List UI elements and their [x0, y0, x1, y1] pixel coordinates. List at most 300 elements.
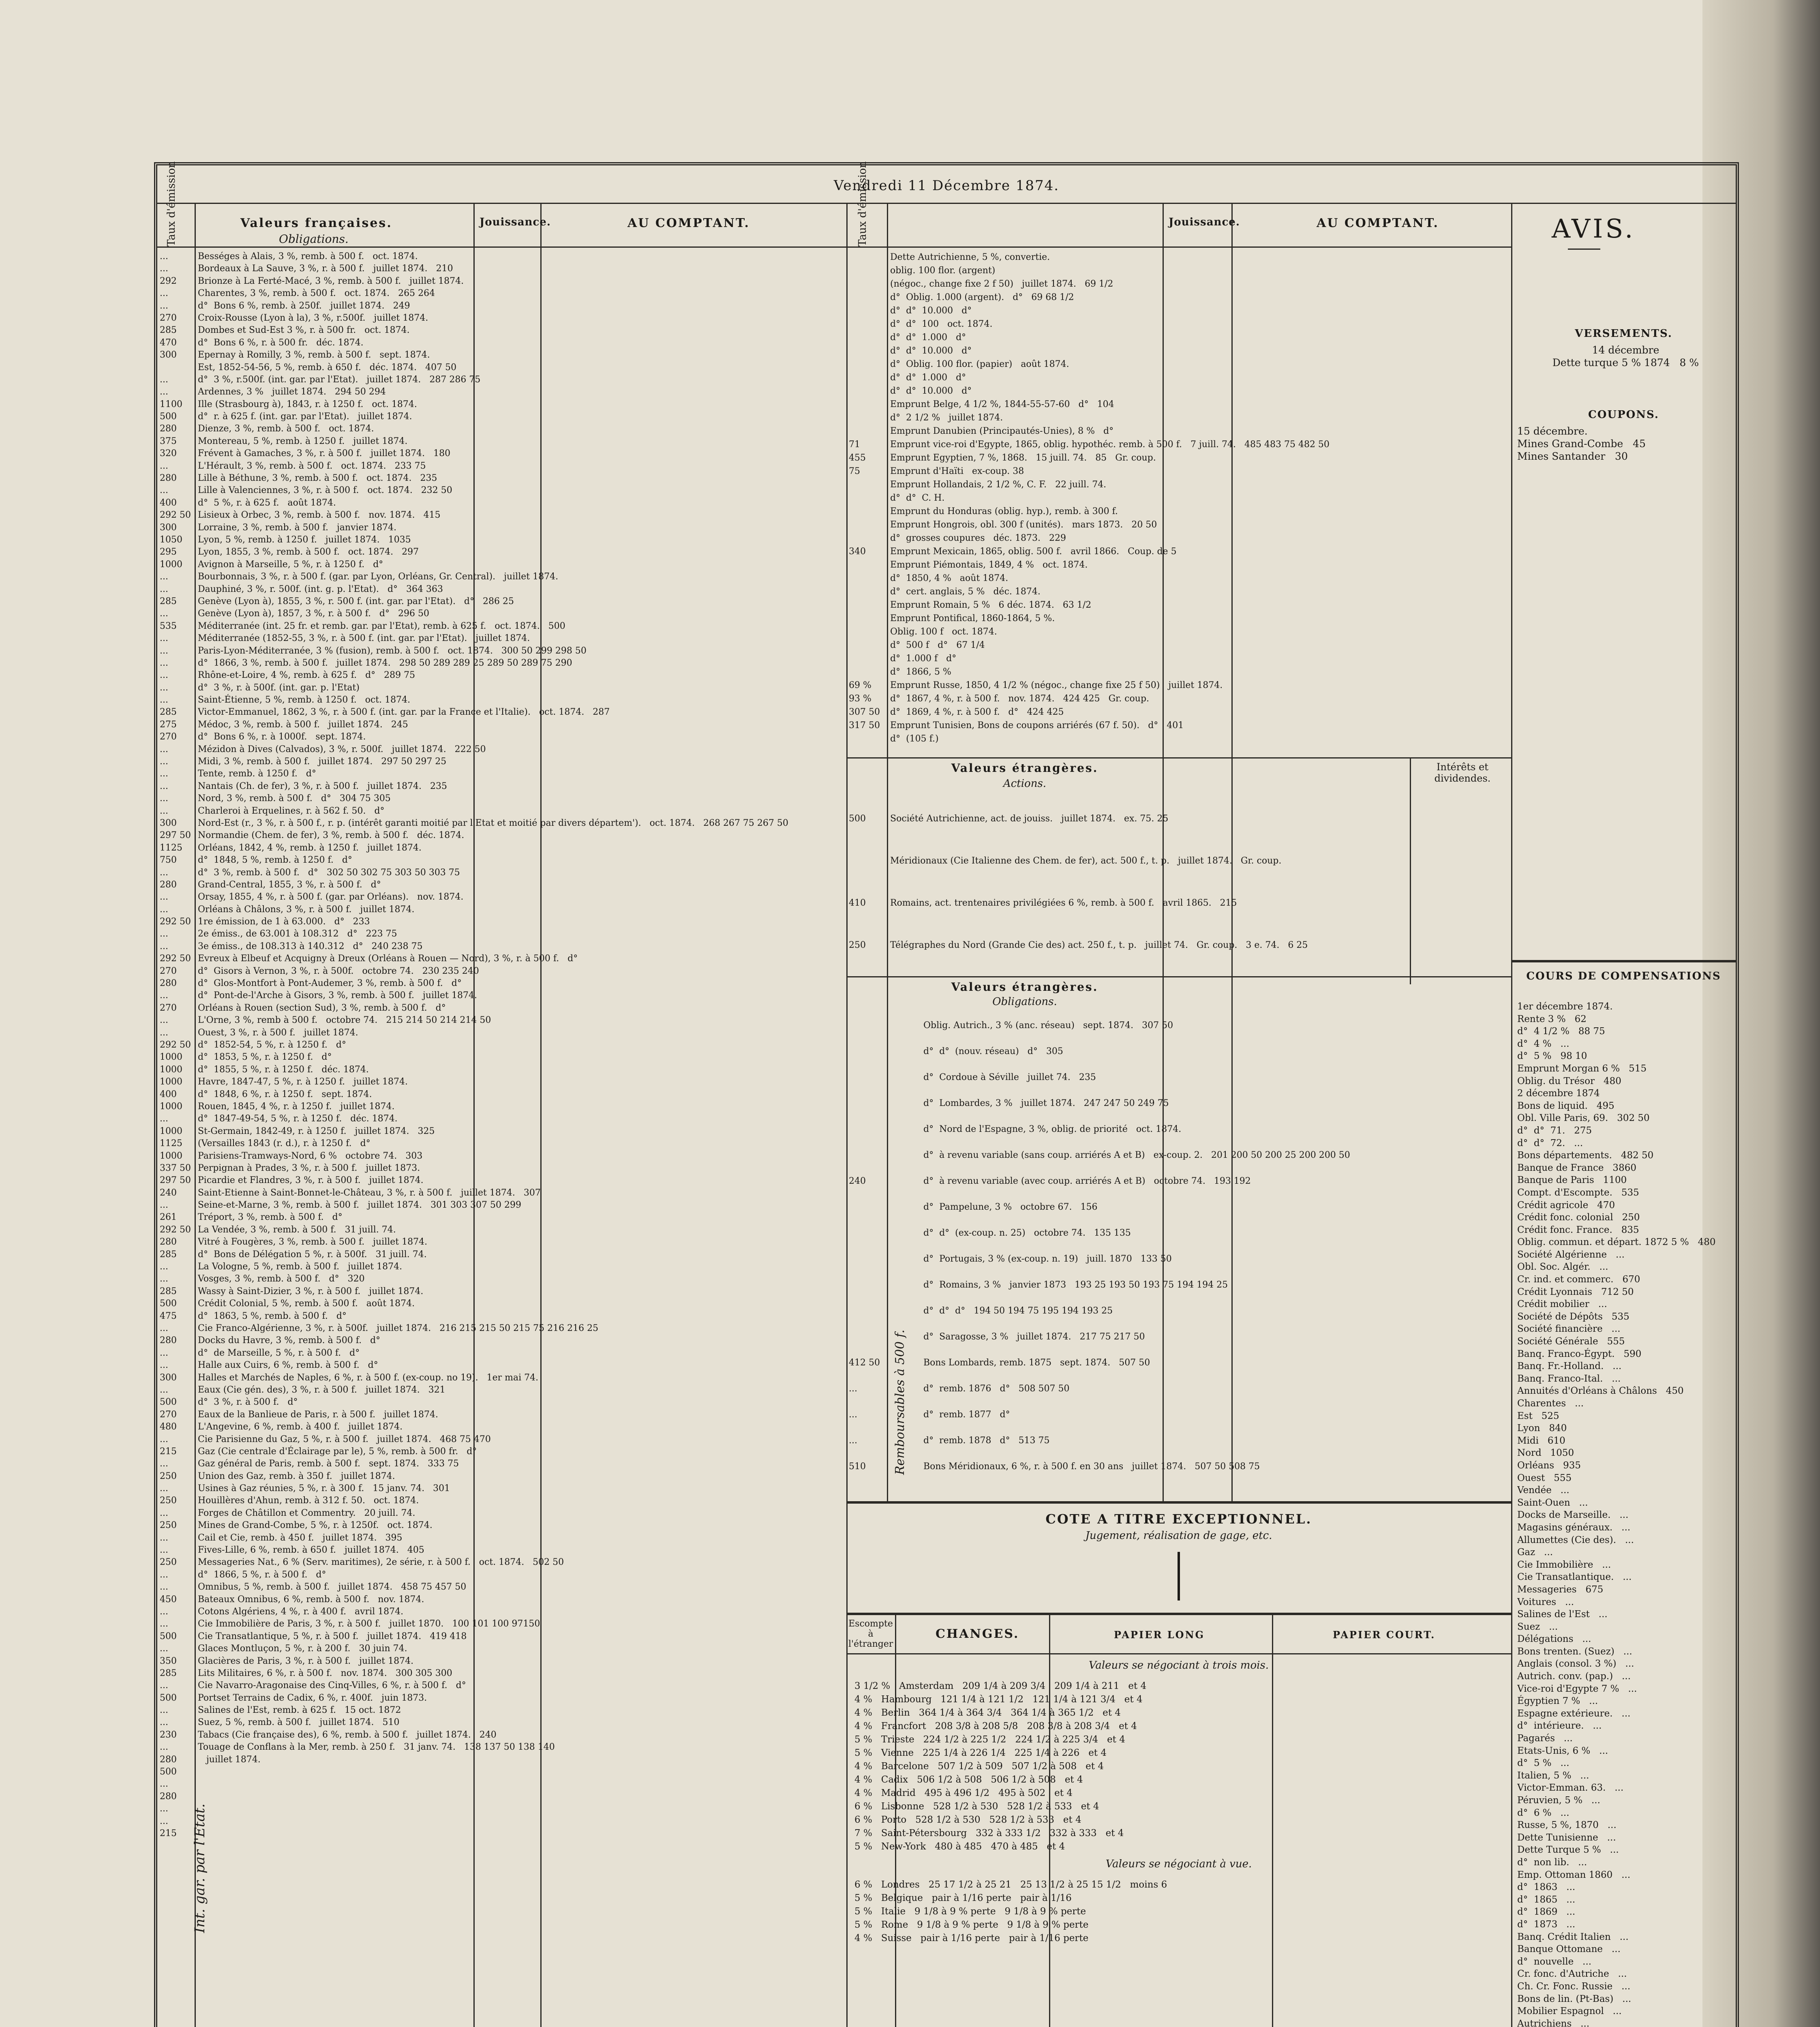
table-row: 4 % Suisse pair à 1/16 perte pair à 1/16 perte	[854, 1933, 1089, 1943]
list-item: Emprunt Mexicain, 1865, oblig. 500 f. avril 1866. Coup. de 5	[890, 546, 1177, 557]
taux-cell: ...	[160, 1779, 168, 1789]
list-item: d° Cordoue à Séville juillet 74. 235	[923, 1072, 1096, 1082]
taux-cell	[849, 505, 885, 518]
list-item: Bons trenten. (Suez) ...	[1517, 1646, 1632, 1657]
list-item: Dauphiné, 3 %, r. 500f. (int. g. p. l'Etat). d° 364 363	[198, 584, 443, 594]
avis-title: AVIS.	[1552, 214, 1636, 244]
taux-cell: 285	[160, 1286, 177, 1296]
list-item: Emprunt du Honduras (oblig. hyp.), remb. à 300 f.	[890, 506, 1118, 516]
list-item: Emprunt Danubien (Principautés-Unies), 8 % d°	[890, 426, 1114, 436]
list-item: d° d° 72. ...	[1517, 1138, 1583, 1148]
taux-cell: ...	[160, 695, 168, 705]
list-item: Charentes, 3 %, remb. à 500 f. oct. 1874. 265 264	[198, 288, 435, 299]
list-item: d° Gisors à Vernon, 3 %, r. à 500f. octobre 74. 230 235 240	[198, 966, 479, 976]
taux-cell: 535	[160, 621, 177, 631]
list-item: Eaux (Cie gén. des), 3 %, r. à 500 f. juillet 1874. 321	[198, 1384, 445, 1395]
coupons-list	[1517, 425, 1734, 463]
list-item: Cie Parisienne du Gaz, 5 %, r. à 500 f. juillet 1874. 468 75 470	[198, 1434, 491, 1444]
list-item: Ouest, 3 %, r. à 500 f. juillet 1874.	[198, 1027, 358, 1038]
taux-cell: 1125	[160, 842, 182, 853]
list-item: Banque de Paris 1100	[1517, 1175, 1627, 1186]
taux-cell: 297 50	[160, 1175, 191, 1186]
list-item: d° 1855, 5 %, r. à 1250 f. déc. 1874.	[198, 1064, 369, 1075]
list-item: Société financière ...	[1517, 1324, 1621, 1335]
list-item: Cie Immobilière de Paris, 3 %, r. à 500 f. juillet 1870. 100 101 100 97150	[198, 1619, 540, 1629]
taux-cell	[849, 251, 885, 264]
list-item: d° 6 % ...	[1517, 1807, 1569, 1818]
taux-cell: 300	[160, 350, 177, 360]
list-item: Bességes à Alais, 3 %, remb. à 500 f. oct. 1874.	[198, 251, 418, 261]
taux-cell: 450	[160, 1594, 177, 1605]
taux-cell: ...	[160, 670, 168, 681]
col-papier-long-header: PAPIER LONG	[1114, 1629, 1205, 1641]
list-item: Eaux de la Banlieue de Paris, r. à 500 f. juillet 1874.	[198, 1409, 439, 1420]
list-item: d° Pont-de-l'Arche à Gisors, 3 %, remb. à 500 f. juillet 1874.	[198, 990, 477, 1001]
list-item: Magasins généraux. ...	[1517, 1522, 1631, 1533]
taux-cell: 455	[849, 453, 866, 463]
taux-cell: ...	[160, 1606, 168, 1617]
rule	[846, 757, 1511, 759]
list-item: Crédit mobilier ...	[1517, 1299, 1607, 1310]
table-row: 5 % Trieste 224 1/2 à 225 1/2 224 1/2 à 225 3/4 et 4	[854, 1734, 1125, 1745]
list-item: Lorraine, 3 %, remb. à 500 f. janvier 1874.	[198, 522, 397, 533]
taux-cell	[849, 291, 885, 304]
list-item: d° 1853, 5 %, r. à 1250 f. d°	[198, 1052, 332, 1063]
section-valeurs-etrangeres: Valeurs étrangères.	[951, 761, 1098, 775]
taux-cell: 280	[160, 879, 177, 890]
list-item: d° Bons de Délégation 5 %, r. à 500f. 31 juill. 74.	[198, 1249, 427, 1260]
list-item: Cail et Cie, remb. à 450 f. juillet 1874. 395	[198, 1532, 403, 1543]
list-item: Gaz (Cie centrale d'Éclairage par le), 5 %, remb. à 500 fr. d°	[198, 1446, 477, 1457]
taux-cell: 1000	[160, 1126, 182, 1136]
list-item: d° 1867, 4 %, r. à 500 f. nov. 1874. 424 425 Gr. coup.	[890, 694, 1150, 704]
list-item: Cie Transatlantique. ...	[1517, 1572, 1632, 1583]
taux-cell	[849, 840, 885, 882]
list-item: 15 décembre.	[1517, 425, 1588, 437]
table-row: 5 % Belgique pair à 1/16 perte pair à 1/16	[854, 1893, 1072, 1903]
taux-cell: 480	[160, 1422, 177, 1432]
list-item: Victor-Emmanuel, 1862, 3 %, r. à 500 f. (int. gar. par la France et l'Italie). oct. 1874. 287	[198, 707, 610, 718]
list-item: d° Oblig. 100 flor. (papier) août 1874.	[890, 359, 1069, 369]
rule	[846, 204, 848, 2027]
taux-cell	[849, 1272, 885, 1298]
col-taux-header: Taux d'émission	[165, 161, 178, 246]
list-item: Charentes ...	[1517, 1398, 1584, 1409]
list-item: Bons Méridionaux, 6 %, r. à 500 f. en 30 ans juillet 1874. 507 50 508 75	[923, 1461, 1260, 1472]
list-item: Cotons Algériens, 4 %, r. à 400 f. avril 1874.	[198, 1606, 404, 1617]
list-item: d° Romains, 3 % janvier 1873 193 25 193 50 193 75 194 194 25	[923, 1280, 1228, 1290]
list-item: Rente 3 % 62	[1517, 1014, 1587, 1024]
taux-cell: 280	[160, 978, 177, 989]
taux-cell: ...	[160, 288, 168, 299]
taux-cell: 500	[160, 1397, 177, 1408]
list-item: d° r. à 625 f. (int. gar. par l'Etat). juillet 1874.	[198, 411, 412, 422]
taux-cell: ...	[160, 1348, 168, 1358]
list-item: d° 1869, 4 %, r. à 500 f. d° 424 425	[890, 707, 1064, 717]
taux-cell: ...	[160, 1459, 168, 1469]
list-item: Autrichiens ...	[1517, 2018, 1590, 2027]
table-row: 5 % Rome 9 1/8 à 9 % perte 9 1/8 à 9 % perte	[854, 1920, 1089, 1930]
rule	[846, 1501, 1511, 1504]
list-item: d° d° 71. 275	[1517, 1125, 1592, 1136]
list-item: 1er décembre 1874.	[1517, 1001, 1613, 1012]
list-item: Lille à Valenciennes, 3 %, r. à 500 f. oct. 1874. 232 50	[198, 485, 452, 496]
taux-cell: 285	[160, 325, 177, 336]
list-item: Crédit agricole 470	[1517, 1200, 1615, 1211]
taux-cell: 75	[849, 466, 860, 476]
list-item: Annuités d'Orléans à Châlons 450	[1517, 1386, 1684, 1397]
taux-cell	[849, 277, 885, 291]
section-valeurs-etrangeres-2: Valeurs étrangères.	[951, 980, 1098, 994]
col-changes-header: CHANGES.	[936, 1627, 1019, 1641]
taux-cell	[849, 732, 885, 746]
taux-cell	[849, 558, 885, 572]
list-item: d° remb. 1877 d°	[923, 1410, 1010, 1420]
taux-cell	[849, 572, 885, 585]
taux-cell: ...	[160, 1742, 168, 1753]
list-item: d° 4 % ...	[1517, 1038, 1569, 1049]
list-item: Orsay, 1855, 4 %, r. à 500 f. (gar. par Orléans). nov. 1874.	[198, 892, 464, 902]
list-item: Bons de liquid. 495	[1517, 1100, 1614, 1111]
table-row: 4 % Francfort 208 3/8 à 208 5/8 208 3/8 à 208 3/4 et 4	[854, 1721, 1137, 1731]
taux-cell: ...	[160, 756, 168, 767]
taux-cell	[849, 652, 885, 665]
taux-cell: 475	[160, 1311, 177, 1321]
list-item: Dette Autrichienne, 5 %, convertie.	[890, 252, 1050, 262]
section-a-vue: Valeurs se négociant à vue.	[1105, 1858, 1252, 1870]
taux-cell: 270	[160, 1409, 177, 1420]
taux-cell: 350	[160, 1656, 177, 1666]
list-item: oblig. 100 flor. (argent)	[890, 266, 996, 276]
list-item: d° 3 %, r. à 500f. (int. gar. p. l'Etat)	[198, 682, 360, 693]
taux-cell	[849, 1116, 885, 1142]
list-item: d° 1866, 5 %	[890, 667, 951, 677]
taux-cell: 250	[160, 1496, 177, 1506]
taux-cell: 280	[160, 1237, 177, 1247]
taux-cell: ...	[849, 1384, 857, 1394]
taux-cell: ...	[160, 1532, 168, 1543]
list-item: 3e émiss., de 108.313 à 140.312 d° 240 238 75	[198, 941, 423, 951]
taux-cell: 1000	[160, 1151, 182, 1161]
list-item: Cr. ind. et commerc. 670	[1517, 1274, 1640, 1285]
taux-cell: ...	[160, 1360, 168, 1371]
col-papier-court-header: PAPIER COURT.	[1333, 1629, 1436, 1641]
list-item: Vitré à Fougères, 3 %, remb. à 500 f. juillet 1874.	[198, 1237, 428, 1247]
list-item: Dette Turque 5 % ...	[1517, 1845, 1619, 1856]
list-item: d° 1873 ...	[1517, 1919, 1576, 1930]
list-item: Fives-Lille, 6 %, remb. à 650 f. juillet 1874. 405	[198, 1545, 424, 1556]
list-item: Lits Militaires, 6 %, r. à 500 f. nov. 1874. 300 305 300	[198, 1668, 452, 1678]
list-item: Est 525	[1517, 1410, 1559, 1421]
list-item: d° de Marseille, 5 %, r. à 500 f. d°	[198, 1348, 360, 1358]
list-item: Ch. Cr. Fonc. Russie ...	[1517, 1981, 1631, 1992]
col-interets-header: Intérêts et dividendes.	[1434, 761, 1491, 784]
taux-cell: 270	[160, 313, 177, 323]
taux-cell: ...	[160, 1200, 168, 1211]
list-item: Bons de lin. (Pt-Bas) ...	[1517, 1993, 1632, 2004]
taux-cell: ...	[160, 1274, 168, 1284]
taux-cell: 500	[849, 814, 866, 824]
taux-cell: ...	[160, 806, 168, 816]
list-item: La Vologne, 5 %, remb. à 500 f. juillet 1874.	[198, 1262, 403, 1272]
taux-cell: ...	[160, 374, 168, 385]
list-item: Méditerranée (int. 25 fr. et remb. gar. par l'Etat), remb. à 625 f. oct. 1874. 500	[198, 621, 565, 631]
col-valeurs-header: Valeurs françaises.	[240, 216, 392, 230]
taux-cell: 1000	[160, 559, 182, 570]
list-item: d° 2 1/2 % juillet 1874.	[890, 413, 1003, 423]
list-item: Oblig. 100 f oct. 1874.	[890, 627, 997, 637]
table-row: 5 % Vienne 225 1/4 à 226 1/4 225 1/4 à 226 et 4	[854, 1748, 1107, 1758]
list-item: Vosges, 3 %, remb. à 500 f. d° 320	[198, 1274, 365, 1284]
list-item: d° d° (ex-coup. n. 25) octobre 74. 135 135	[923, 1228, 1131, 1238]
taux-cell: ...	[160, 1262, 168, 1272]
vertical-label: Remboursables à 500 f.	[893, 1329, 907, 1475]
list-item: L'Hérault, 3 %, remb. à 500 f. oct. 1874. 233 75	[198, 461, 426, 471]
taux-cell: ...	[160, 1717, 168, 1728]
taux-cell: 215	[160, 1446, 177, 1457]
rule	[846, 246, 1511, 248]
rule	[846, 1653, 1511, 1654]
taux-cell: ...	[160, 572, 168, 582]
table-row: 5 % Italie 9 1/8 à 9 % perte 9 1/8 à 9 % perte	[854, 1906, 1086, 1917]
bourse-cote-frame	[154, 162, 1739, 2027]
taux-cell: 400	[160, 497, 177, 508]
table-row: 4 % Cadix 506 1/2 à 508 506 1/2 à 508 et 4	[854, 1774, 1083, 1785]
list-item: d° 5 % 98 10	[1517, 1051, 1587, 1062]
section-obligations-etrangeres: Obligations.	[992, 996, 1057, 1008]
list-item: d° d° 10.000 d°	[890, 306, 972, 316]
taux-cell: ...	[160, 892, 168, 902]
list-item: Emprunt Egyptien, 7 %, 1868. 15 juill. 74. 85 Gr. coup.	[890, 453, 1156, 463]
list-item: Emprunt Hongrois, obl. 300 f (unités). mars 1873. 20 50	[890, 520, 1157, 530]
taux-cell: ...	[160, 485, 168, 496]
taux-cell: ...	[160, 1508, 168, 1518]
list-item: Télégraphes du Nord (Grande Cie des) act. 250 f., t. p. juillet 74. Gr. coup. 3 e. 74. 6 25	[890, 940, 1308, 950]
list-item: Rouen, 1845, 4 %, r. à 1250 f. juillet 1874.	[198, 1101, 395, 1112]
col-taux-header: Taux d'émission	[856, 161, 869, 246]
rule	[846, 1613, 1511, 1615]
list-item: Crédit Lyonnais 712 50	[1517, 1286, 1634, 1297]
list-item: 1re émission, de 1 à 63.000. d° 233	[198, 917, 370, 927]
list-item: Nord-Est (r., 3 %, r. à 500 f., r. p. (intérêt garanti moitié par l'Etat et moitié par divers départem'). oct. 1874. 268 267 75 267 50	[198, 818, 788, 828]
list-item: Orléans à Châlons, 3 %, r. à 500 f. juillet 1874.	[198, 904, 415, 915]
taux-cell: 250	[160, 1471, 177, 1481]
list-item: Forges de Châtillon et Commentry. 20 juill. 74.	[198, 1508, 415, 1518]
list-item: Cie Immobilière ...	[1517, 1559, 1611, 1570]
taux-cell: 292	[160, 276, 177, 286]
taux-cell	[849, 478, 885, 491]
taux-cell: ...	[160, 1323, 168, 1333]
taux-cell	[849, 398, 885, 411]
taux-cell: ...	[160, 1804, 168, 1814]
taux-cell: 317 50	[849, 720, 880, 731]
list-item: Anglais (consol. 3 %) ...	[1517, 1658, 1634, 1669]
table-row: 4 % Madrid 495 à 496 1/2 495 à 502 et 4	[854, 1788, 1073, 1798]
taux-cell: ...	[160, 1483, 168, 1494]
taux-cell: 1000	[160, 1077, 182, 1087]
list-item: Crédit fonc. France. 835	[1517, 1224, 1639, 1235]
list-item: d° d° 10.000 d°	[890, 346, 972, 356]
list-item: Banq. Franco-Ital. ...	[1517, 1373, 1621, 1384]
table-row: 7 % Saint-Pétersbourg 332 à 333 1/2 332 à 333 et 4	[854, 1828, 1124, 1838]
versements-title: VERSEMENTS.	[1575, 328, 1672, 340]
taux-cell: 240	[160, 1187, 177, 1198]
list-item: Obl. Ville Paris, 69. 302 50	[1517, 1113, 1650, 1124]
list-item: Ille (Strasbourg à), 1843, r. à 1250 f. oct. 1874.	[198, 399, 417, 409]
list-item: Charleroi à Erquelines, r. à 562 f. 50. d°	[198, 806, 385, 816]
list-item: Russe, 5 %, 1870 ...	[1517, 1820, 1617, 1831]
taux-cell: 69 %	[849, 680, 871, 690]
list-item: Est, 1852-54-56, 5 %, remb. à 650 f. déc. 1874. 407 50	[198, 362, 457, 373]
list-item: d° 3 %, r.500f. (int. gar. par l'Etat). juillet 1874. 287 286 75	[198, 374, 481, 385]
taux-cell: 261	[160, 1212, 177, 1223]
rule	[846, 976, 1511, 977]
cours-compensations-title: COURS DE COMPENSATIONS	[1526, 970, 1721, 982]
list-item: Havre, 1847-47, 5 %, r. à 1250 f. juillet 1874.	[198, 1077, 408, 1087]
taux-cell: 300	[160, 522, 177, 533]
list-item: Frévent à Gamaches, 3 %, r. à 500 f. juillet 1874. 180	[198, 448, 451, 459]
list-item: Cie Transatlantique, 5 %, r. à 500 f. juillet 1874. 419 418	[198, 1631, 467, 1641]
table-row: 3 1/2 % Amsterdam 209 1/4 à 209 3/4 209 1/4 à 211 et 4	[854, 1681, 1147, 1691]
coupons-title: COUPONS.	[1588, 409, 1659, 421]
list-item: Autrich. conv. (pap.) ...	[1517, 1671, 1631, 1682]
list-item: Lisieux à Orbec, 3 %, remb. à 500 f. nov. 1874. 415	[198, 510, 441, 521]
list-item: Emprunt Pontifical, 1860-1864, 5 %.	[890, 613, 1055, 624]
taux-cell: 297 50	[160, 830, 191, 841]
list-item: Normandie (Chem. de fer), 3 %, remb. à 500 f. déc. 1874.	[198, 830, 465, 841]
list-item: Égyptien 7 % ...	[1517, 1696, 1598, 1707]
dateline: Vendredi 11 Décembre 1874.	[833, 178, 1060, 194]
taux-cell: 292 50	[160, 917, 191, 927]
list-item: Glaces Montluçon, 5 %, r. à 200 f. 30 juin 74.	[198, 1643, 407, 1654]
col-jouissance-header: Jouissance.	[1169, 216, 1240, 228]
section-cote-exceptionnelle-sub: Jugement, réalisation de gage, etc.	[1085, 1530, 1272, 1542]
taux-column	[849, 251, 885, 746]
taux-cell: 412 50	[849, 1358, 880, 1368]
taux-cell: 215	[160, 1828, 177, 1838]
table-row: 5 % New-York 480 à 485 470 à 485 et 4	[854, 1841, 1065, 1852]
list-item: Cr. fonc. d'Autriche ...	[1517, 1969, 1627, 1980]
taux-cell: ...	[160, 461, 168, 471]
rule	[1568, 249, 1600, 250]
list-item: Ouest 555	[1517, 1472, 1572, 1483]
list-item: Dette Tunisienne ...	[1517, 1832, 1616, 1843]
list-item: Nantais (Ch. de fer), 3 %, r. à 500 f. juillet 1874. 235	[198, 781, 448, 791]
list-item: Romains, act. trentenaires privilégiées 6 %, remb. à 500 f. avril 1865. 215	[890, 898, 1237, 908]
taux-cell: ...	[160, 1582, 168, 1592]
taux-cell	[849, 344, 885, 358]
rule	[1178, 1552, 1180, 1601]
list-item: 2 décembre 1874	[1517, 1088, 1600, 1099]
taux-cell: ...	[160, 1680, 168, 1691]
taux-cell	[849, 304, 885, 317]
taux-cell: ...	[160, 633, 168, 644]
list-item: Lyon 840	[1517, 1423, 1567, 1434]
obligations-etrangeres-list	[923, 1013, 1509, 1480]
list-item: Vendée ...	[1517, 1485, 1569, 1496]
taux-cell	[849, 1142, 885, 1168]
list-item: Emprunt Piémontais, 1849, 4 % oct. 1874.	[890, 560, 1088, 570]
table-row: 6 % Porto 528 1/2 à 530 528 1/2 à 533 et 4	[854, 1815, 1081, 1825]
taux-cell: ...	[160, 1015, 168, 1026]
list-item: Genève (Lyon à), 1855, 3 %, r. 500 f. (int. gar. par l'Etat). d° 286 25	[198, 596, 514, 606]
taux-cell: ...	[160, 682, 168, 693]
taux-cell	[849, 1013, 885, 1039]
list-item: d° Nord de l'Espagne, 3 %, oblig. de priorité oct. 1874.	[923, 1124, 1182, 1134]
list-item: Halle aux Cuirs, 6 %, remb. à 500 f. d°	[198, 1360, 378, 1371]
list-item: Emprunt d'Haïti ex-coup. 38	[890, 466, 1024, 476]
list-item: Emprunt vice-roi d'Egypte, 1865, oblig. hypothéc. remb. à 500 f. 7 juill. 74. 485 483 75 482 50	[890, 439, 1330, 450]
list-item: Rhône-et-Loire, 4 %, remb. à 625 f. d° 289 75	[198, 670, 415, 681]
taux-cell	[849, 331, 885, 344]
taux-cell: ...	[160, 300, 168, 311]
taux-cell: ...	[849, 1410, 857, 1420]
list-item: d° 1847-49-54, 5 %, r. à 1250 f. déc. 1874.	[198, 1114, 398, 1124]
list-item: Genève (Lyon à), 1857, 3 %, r. à 500 f. d° 296 50	[198, 609, 429, 619]
taux-cell: 280	[160, 1754, 177, 1765]
list-item: juillet 1874.	[198, 1754, 261, 1765]
list-item: d° Lombardes, 3 % juillet 1874. 247 247 50 249 75	[923, 1098, 1169, 1108]
taux-cell: 300	[160, 1372, 177, 1383]
list-item: Lille à Béthune, 3 %, remb. à 500 f. oct. 1874. 235	[198, 473, 437, 484]
list-item: d° remb. 1876 d° 508 507 50	[923, 1384, 1070, 1394]
list-item: Messageries Nat., 6 % (Serv. maritimes), 2e série, r. à 500 f. oct. 1874. 502 50	[198, 1557, 564, 1568]
taux-cell: 375	[160, 436, 177, 446]
list-item: d° à revenu variable (avec coup. arriérés A et B) octobre 74. 193 192	[923, 1176, 1251, 1186]
list-item: Bateaux Omnibus, 6 %, remb. à 500 f. nov. 1874.	[198, 1594, 424, 1605]
list-item: Halles et Marchés de Naples, 6 %, r. à 500 f. (ex-coup. no 19). 1er mai 74.	[198, 1372, 539, 1383]
list-item: d° d° 1.000 d°	[890, 373, 966, 383]
taux-cell	[849, 625, 885, 639]
list-item: Picardie et Flandres, 3 %, r. à 500 f. juillet 1874.	[198, 1175, 424, 1186]
list-item: Banque de France 3860	[1517, 1162, 1636, 1173]
list-item: Vice-roi d'Egypte 7 % ...	[1517, 1683, 1637, 1694]
list-item: Evreux à Elbeuf et Acquigny à Dreux (Orléans à Rouen — Nord), 3 %, r. à 500 f. d°	[198, 954, 578, 964]
list-item: Ardennes, 3 % juillet 1874. 294 50 294	[198, 387, 386, 397]
list-item: St-Germain, 1842-49, r. à 1250 f. juillet 1874. 325	[198, 1126, 435, 1136]
taux-cell: 285	[160, 1249, 177, 1260]
list-item: d° grosses coupures déc. 1873. 229	[890, 533, 1066, 543]
list-item: Cie Navarro-Aragonaise des Cinq-Villes, 6 %, r. à 500 f. d°	[198, 1680, 466, 1691]
taux-cell: 340	[849, 546, 866, 557]
list-item: Crédit fonc. colonial 250	[1517, 1212, 1640, 1223]
list-item: Glacières de Paris, 3 %, r. à 500 f. juillet 1874.	[198, 1656, 414, 1666]
list-item: Emprunt Russe, 1850, 4 1/2 % (négoc., change fixe 25 f 50) juillet 1874.	[890, 680, 1223, 690]
taux-cell	[849, 384, 885, 398]
taux-cell	[849, 585, 885, 598]
taux-cell: ...	[160, 1816, 168, 1826]
list-item: d° 1866, 5 %, r. à 500 f. d°	[198, 1569, 326, 1580]
taux-cell: 307 50	[849, 707, 880, 717]
list-item: Crédit Colonial, 5 %, remb. à 500 f. août 1874.	[198, 1298, 415, 1309]
list-item: Touage de Conflans à la Mer, remb. à 250 f. 31 janv. 74. 138 137 50 138 140	[198, 1742, 555, 1753]
taux-cell: 1100	[160, 399, 182, 409]
list-item: Portset Terrains de Cadix, 6 %, r. 400f. juin 1873.	[198, 1693, 427, 1703]
list-item: Voitures ...	[1517, 1596, 1574, 1607]
list-item: (négoc., change fixe 2 f 50) juillet 1874. 69 1/2	[890, 279, 1113, 289]
col-escompte-header: Escompte à l'étranger	[848, 1619, 893, 1649]
list-item: Grand-Central, 1855, 3 %, r. à 500 f. d°	[198, 879, 381, 890]
list-item: d° 5 % ...	[1517, 1758, 1569, 1769]
list-item: Bordeaux à La Sauve, 3 %, r. à 500 f. juillet 1874. 210	[198, 264, 453, 274]
taux-cell: 470	[160, 337, 177, 348]
list-item: La Vendée, 3 %, remb. à 500 f. 31 juill. 74.	[198, 1224, 396, 1235]
taux-cell: 270	[160, 966, 177, 976]
list-item: Bons départements. 482 50	[1517, 1150, 1654, 1161]
taux-cell: 292 50	[160, 1040, 191, 1050]
list-item: Société Algérienne ...	[1517, 1249, 1625, 1260]
taux-cell	[849, 1298, 885, 1324]
